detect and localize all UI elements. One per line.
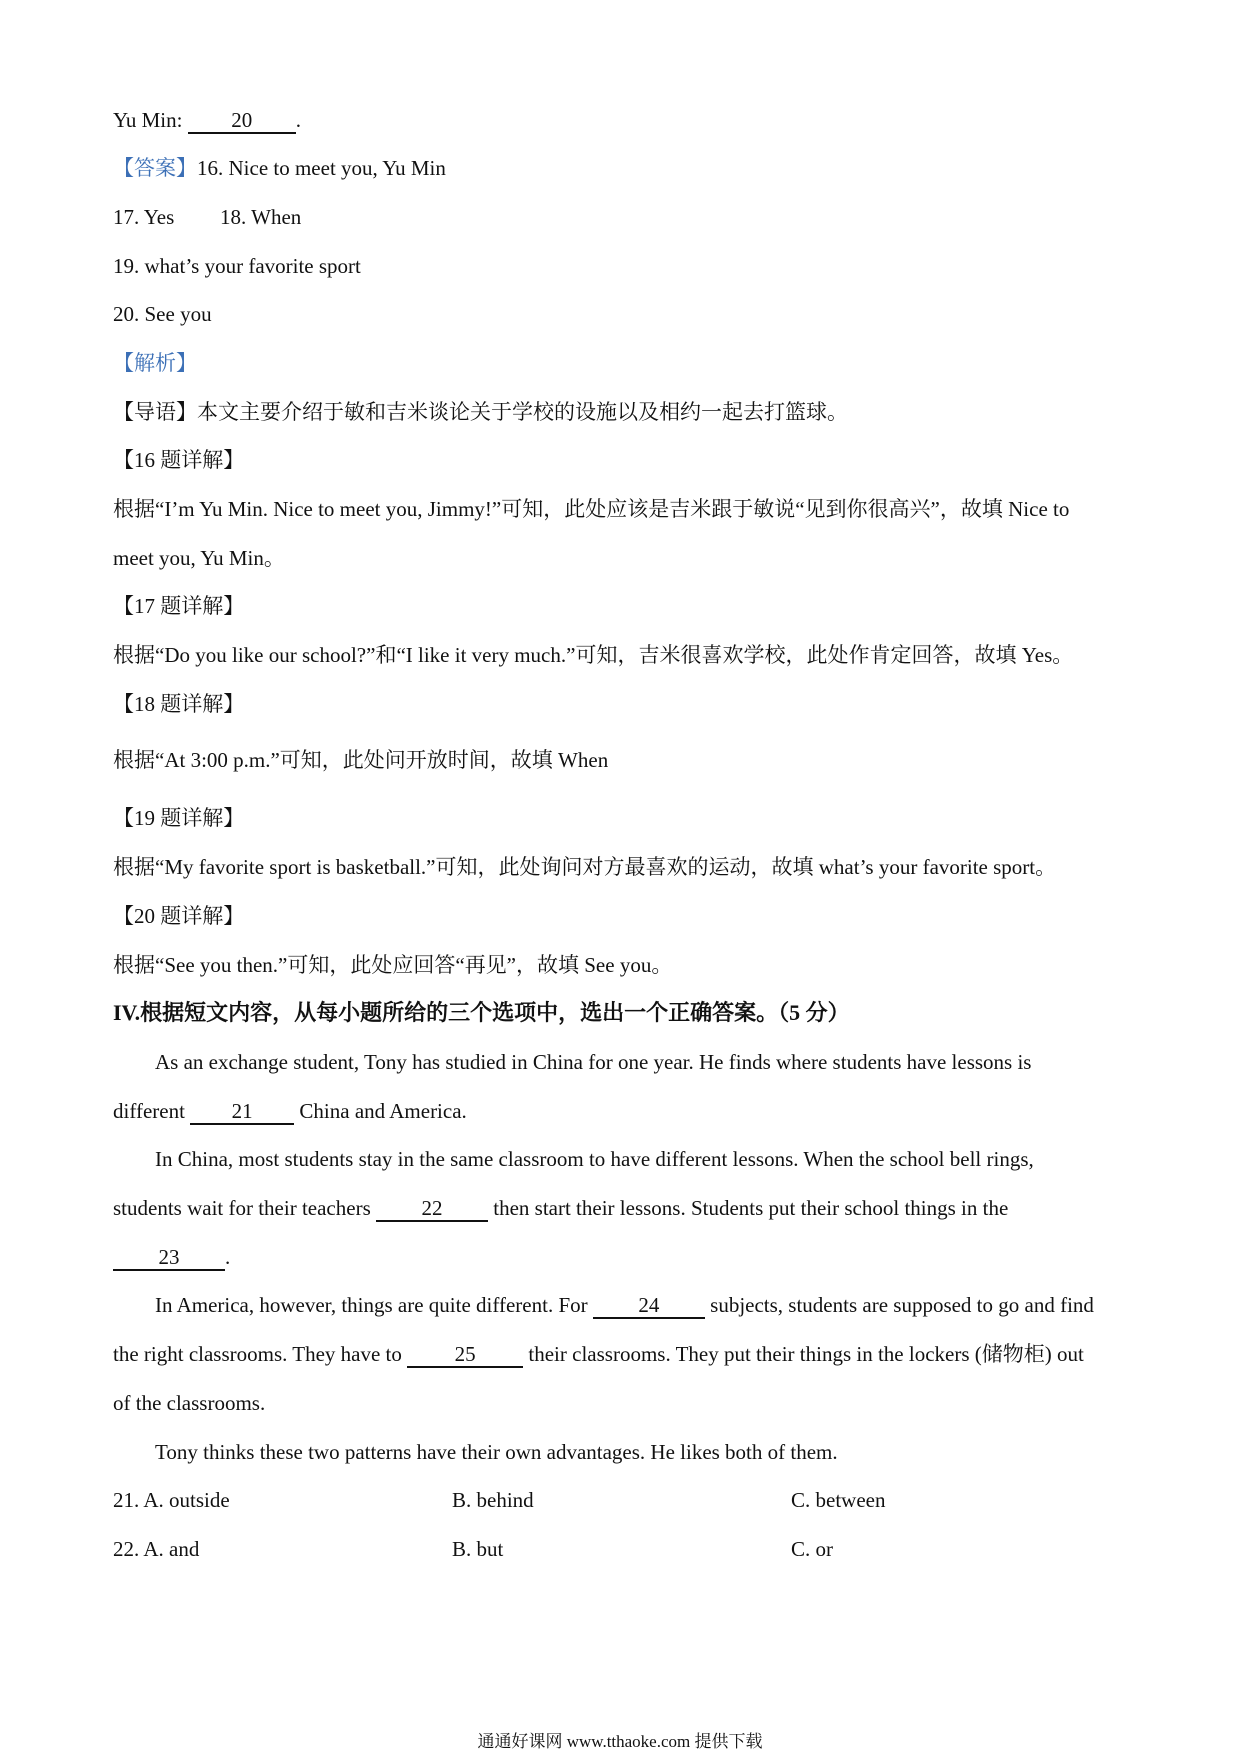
- detail-17-head: 【17 题详解】: [113, 594, 245, 618]
- passage-p4: Tony thinks these two patterns have their own advantages. He likes both of them.: [155, 1440, 838, 1464]
- section-title: IV.根据短文内容，从每小题所给的三个选项中，选出一个正确答案。（5 分）: [113, 1000, 850, 1025]
- passage-p3-l1-a: In America, however, things are quite different. For: [155, 1293, 588, 1317]
- detail-18-head: 【18 题详解】: [113, 692, 245, 716]
- option-22-c: C. or: [791, 1537, 833, 1561]
- answer-17: 17. Yes: [113, 205, 175, 229]
- answer-line-16: [113, 154, 446, 182]
- blank-23: 23: [113, 1245, 225, 1271]
- detail-19-body: 根据“My favorite sport is basketball.”可知，此处询问对方最喜欢的运动，故填 what’s your favorite sport。: [113, 855, 1057, 879]
- passage-p2-l3: [113, 1243, 230, 1271]
- passage-p3-l1-b: subjects, students are supposed to go and find: [710, 1293, 1094, 1317]
- answer-tag: 【答案】: [113, 156, 197, 180]
- answer-18: 18. When: [220, 205, 302, 229]
- dialogue-line-20: [113, 106, 301, 134]
- speaker-label: Yu Min:: [113, 108, 183, 132]
- option-22-b: B. but: [452, 1537, 504, 1561]
- blank-22: 22: [376, 1196, 488, 1222]
- passage-p3-l3: of the classrooms.: [113, 1391, 266, 1415]
- detail-16-body-1: 根据“I’m Yu Min. Nice to meet you, Jimmy!”可知，此处应该是吉米跟于敏说“见到你很高兴”，故填 Nice to: [113, 497, 1070, 521]
- passage-p2-l1: In China, most students stay in the same classroom to have different lessons. When the school bell rings,: [155, 1147, 1034, 1171]
- option-21-a: 21. A. outside: [113, 1488, 230, 1512]
- answer-line-20: [113, 300, 212, 328]
- option-21-c: C. between: [791, 1488, 886, 1512]
- answer-line-17-18: [113, 203, 174, 231]
- passage-p1-l2: [113, 1097, 467, 1125]
- detail-20-head: 【20 题详解】: [113, 904, 245, 928]
- intro-text: 【导语】本文主要介绍于敏和吉米谈论关于学校的设施以及相约一起去打篮球。: [113, 400, 848, 424]
- blank-20: 20: [188, 108, 296, 134]
- passage-p2-l3-b: .: [225, 1245, 231, 1269]
- passage-p2-l2-a: students wait for their teachers: [113, 1196, 371, 1220]
- passage-p3-l2-a: the right classrooms. They have to: [113, 1342, 402, 1366]
- passage-p1-l2-a: different: [113, 1099, 185, 1123]
- blank-24: 24: [593, 1293, 705, 1319]
- detail-19-head: 【19 题详解】: [113, 806, 245, 830]
- detail-20-body: 根据“See you then.”可知，此处应回答“再见”，故填 See you。: [113, 953, 673, 977]
- passage-p1-l2-b: China and America.: [299, 1099, 467, 1123]
- passage-p1-l1: As an exchange student, Tony has studied in China for one year. He finds where students have lessons is: [155, 1050, 1032, 1074]
- answer-20: 20. See you: [113, 302, 212, 326]
- dialogue-trail: .: [295, 108, 301, 132]
- passage-p2-l2-b: then start their lessons. Students put their school things in the: [493, 1196, 1009, 1220]
- answer-18-wrap: [220, 203, 301, 231]
- blank-21: 21: [190, 1099, 294, 1125]
- detail-16-head: 【16 题详解】: [113, 448, 245, 472]
- page-footer: 通通好课网 www.tthaoke.com 提供下载: [477, 1732, 763, 1751]
- option-22-a: 22. A. and: [113, 1537, 200, 1561]
- passage-p3-l2: [113, 1340, 1084, 1368]
- answer-line-19: [113, 252, 361, 280]
- passage-p2-l2: [113, 1194, 1008, 1222]
- detail-18-body: 根据“At 3:00 p.m.”可知，此处问开放时间，故填 When: [113, 748, 609, 772]
- detail-17-body: 根据“Do you like our school?”和“I like it very much.”可知，吉米很喜欢学校，此处作肯定回答，故填 Yes。: [113, 643, 1074, 667]
- option-21-b: B. behind: [452, 1488, 534, 1512]
- detail-16-body-2: meet you, Yu Min。: [113, 546, 285, 570]
- answer-19: 19. what’s your favorite sport: [113, 254, 361, 278]
- blank-25: 25: [407, 1342, 523, 1368]
- analysis-tag: 【解析】: [113, 351, 197, 375]
- passage-p3-l1: [155, 1291, 1094, 1319]
- passage-p3-l2-b: their classrooms. They put their things in the lockers (储物柜) out: [528, 1342, 1084, 1366]
- answer-16: 16. Nice to meet you, Yu Min: [197, 156, 446, 180]
